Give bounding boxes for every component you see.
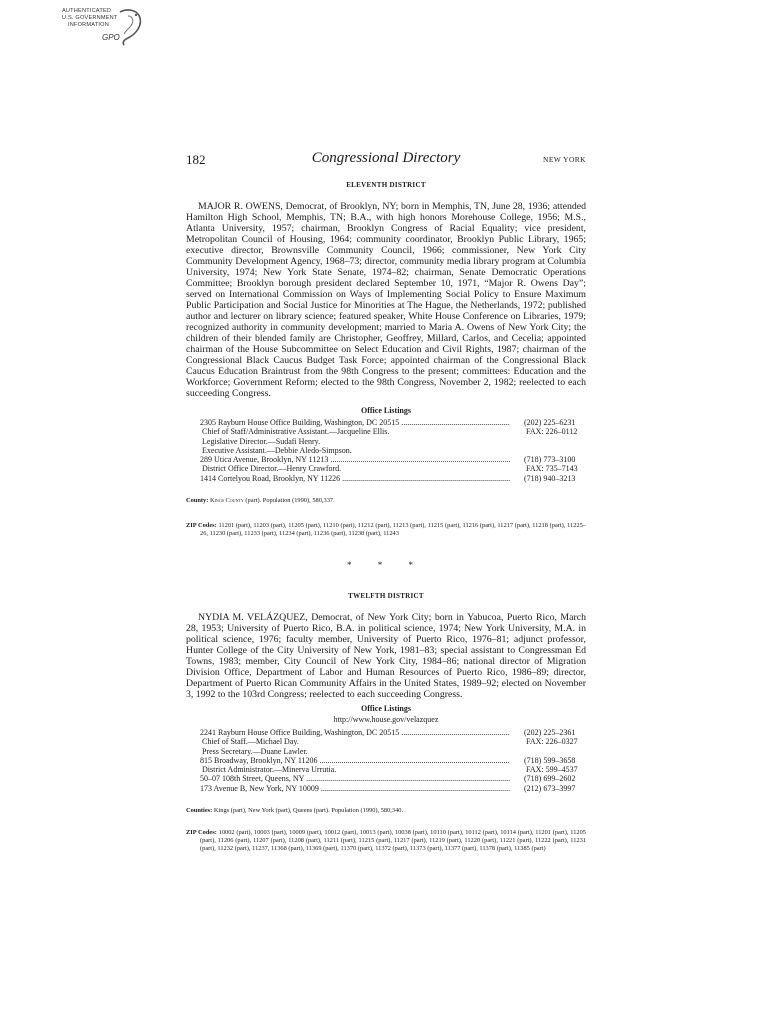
office-phone: (202) 225–2361	[524, 728, 576, 737]
office-address: 2305 Rayburn House Office Building, Washington, DC 20515 .....	[186, 418, 510, 427]
office-listing-row	[186, 756, 586, 765]
zip-codes-list: 11201 (part), 11203 (part), 11205 (part), 11210 (part), 11212 (part), 11213 (part), 11215 (part), 11216 (part), 11217 (part), 11218 (part), 11225–26, 11230 (part), 11233 (part), 11234 (part), 11236 (part), 11238 (part), 11243	[200, 522, 587, 538]
seal-text-line1: AUTHENTICATED	[62, 8, 112, 14]
district-heading: TWELFTH DISTRICT	[348, 592, 424, 600]
office-listings	[186, 418, 586, 483]
staff-entry: Legislative Director.—Sudafi Henry.	[202, 436, 321, 446]
office-listing-row	[186, 747, 586, 756]
district-heading: ELEVENTH DISTRICT	[346, 181, 426, 189]
office-phone: FAX: 226–0327	[526, 737, 578, 747]
office-listings-title: Office Listings	[361, 704, 411, 713]
office-address: 173 Avenue B, New York, NY 10009 .....	[186, 784, 510, 793]
page-number: 182	[186, 152, 206, 167]
county-population: Kings (part), New York (part), Queens (part). Population (1990), 580,340.	[213, 807, 404, 815]
office-phone: (718) 773–3100	[524, 455, 576, 465]
office-listing-row	[186, 765, 586, 774]
office-listing-row	[186, 446, 586, 455]
office-address: 50–07 108th Street, Queens, NY .....	[186, 774, 510, 783]
zip-codes-note	[186, 829, 586, 853]
twelfth-district-section	[186, 592, 586, 853]
office-listing-row	[186, 427, 586, 436]
office-phone: FAX: 599–4537	[526, 765, 578, 775]
office-listing-row	[186, 784, 586, 793]
office-listing-row	[186, 437, 586, 446]
counties-note	[186, 807, 586, 815]
office-address: 815 Broadway, Brooklyn, NY 11206 .....	[186, 756, 510, 765]
office-phone: (718) 699–2602	[524, 774, 576, 784]
office-phone: (718) 599–3658	[524, 755, 576, 765]
staff-entry: District Administrator.—Minerva Urrutia.	[202, 765, 337, 775]
office-listing-row	[186, 728, 586, 737]
staff-entry: Chief of Staff.—Michael Day.	[202, 737, 299, 747]
zip-label: ZIP Codes:	[186, 829, 217, 837]
county-name: Kings County	[209, 497, 244, 505]
website-link[interactable]: http://www.house.gov/velazquez	[333, 715, 439, 724]
page-header	[186, 152, 586, 170]
eleventh-district-section	[186, 181, 586, 538]
seal-text-line3: INFORMATION	[68, 22, 109, 28]
seal-text-line2: U.S. GOVERNMENT	[62, 15, 118, 21]
seal-gpo-text: GPO	[102, 33, 120, 42]
office-listing-row	[186, 737, 586, 746]
county-label: Counties:	[186, 807, 213, 815]
office-address: 289 Utica Avenue, Brooklyn, NY 11213 .....	[186, 455, 510, 464]
office-phone: (202) 225–6231	[524, 418, 576, 427]
office-listings-title: Office Listings	[361, 406, 411, 415]
section-separator: * * *	[347, 560, 425, 570]
office-listing-row	[186, 464, 586, 473]
office-listing-row	[186, 418, 586, 427]
eagle-icon	[114, 8, 144, 46]
office-listing-row	[186, 774, 586, 783]
office-phone: FAX: 226–0112	[526, 427, 578, 437]
member-biography: NYDIA M. VELÁZQUEZ, Democrat, of New York City; born in Yabucoa, Puerto Rico, March 28, 1953; University of Puerto Rico, B.A. in political science, 1974; New York University, M.A. in political science, 1976; faculty member, University of Puerto Rico, 1976–81; adjunct professor, Hunter College of the City University of New York, 1981–83; special assistant to Congressman Ed Towns, 1983; member, City Council of New York City, 1984–86; national director of Migration Division Office, Department of Labor and Human Resources of Puerto Rico, 1986–89; director, Department of Puerto Rican Community Affairs in the United States, 1989–92; elected on November 3, 1992 to the 103rd Congress; reelected to each succeeding Congress.	[186, 612, 586, 700]
office-phone: FAX: 735–7143	[526, 464, 578, 474]
office-address: 1414 Cortelyou Road, Brooklyn, NY 11226 .....	[186, 474, 510, 483]
staff-entry: Executive Assistant.—Debbie Aledo-Simpson.	[202, 445, 352, 455]
county-note	[186, 497, 586, 505]
state-heading: NEW YORK	[543, 155, 586, 164]
county-label: County:	[186, 497, 209, 505]
zip-codes-note	[186, 522, 586, 538]
staff-entry: Chief of Staff/Administrative Assistant.—Jacqueline Ellis.	[202, 427, 390, 437]
office-listings	[186, 728, 586, 793]
staff-entry: Press Secretary.—Duane Lawler.	[202, 746, 308, 756]
zip-label: ZIP Codes:	[186, 522, 217, 530]
office-listing-row	[186, 474, 586, 483]
office-address: 2241 Rayburn House Office Building, Washington, DC 20515 .....	[186, 728, 510, 737]
running-title: Congressional Directory	[311, 150, 461, 166]
member-biography: MAJOR R. OWENS, Democrat, of Brooklyn, NY; born in Memphis, TN, June 28, 1936; attended Hamilton High School, Memphis, TN; B.A., with high honors Morehouse College, 1956; M.S., Atlanta University, 1957; chairman, Brooklyn Congress of Racial Equality; vice president, Metropolitan Council of Housing, 1964; community coordinator, Brooklyn Public Library, 1965; executive director, Brownsville Community Council, 1966; commissioner, New York City Community Development Agency, 1968–73; director, community media library program at Columbia University, 1974; New York State Senate, 1974–82; chairman, Senate Democratic Operations Committee; Brooklyn borough president declared September 10, 1971, “Major R. Owens Day”; served on International Commission on Ways of Implementing Social Policy to Ensure Maximum Public Participation and Social Justice for Minorities at The Hague, the Netherlands, 1972; published author and lecturer on library science; featured speaker, White House Conference on Libraries, 1979; recognized authority in community development; married to Maria A. Owens of New York City; the children of their blended family are Christopher, Geoffrey, Millard, Carlos, and Cecelia; appointed chairman of the House Subcommittee on Select Education and Civil Rights, 1987; chairman of the Congressional Black Caucus Budget Task Force; appointed chairman of the Congressional Black Caucus Education Braintrust from the 98th Congress to the present; committees: Education and the Workforce; Government Reform; elected to the 98th Congress, November 2, 1982; reelected to each succeeding Congress.	[186, 201, 586, 399]
zip-codes-list: 10002 (part), 10003 (part), 10009 (part), 10012 (part), 10013 (part), 10038 (part), 10110 (part), 10112 (part), 10114 (part), 11201 (part), 11205 (part), 11206 (part), 11207 (part), 11208 (part), 11211 (part), 11215 (part), 11217 (part), 11219 (part), 11220 (part), 11221 (part), 11222 (part), 11231 (part), 11232 (part), 11237, 11368 (part), 11369 (part), 11370 (part), 11372 (part), 11373 (part), 11377 (part), 11378 (part), 11385 (part)	[200, 829, 586, 853]
office-phone: (718) 940–3213	[524, 473, 576, 483]
gpo-authentication-seal	[62, 6, 142, 50]
office-listing-row	[186, 455, 586, 464]
staff-entry: District Office Director.—Henry Crawford.	[202, 464, 342, 474]
office-phone: (212) 673–3997	[524, 783, 576, 793]
county-population: (part). Population (1990), 580,337.	[245, 497, 335, 505]
